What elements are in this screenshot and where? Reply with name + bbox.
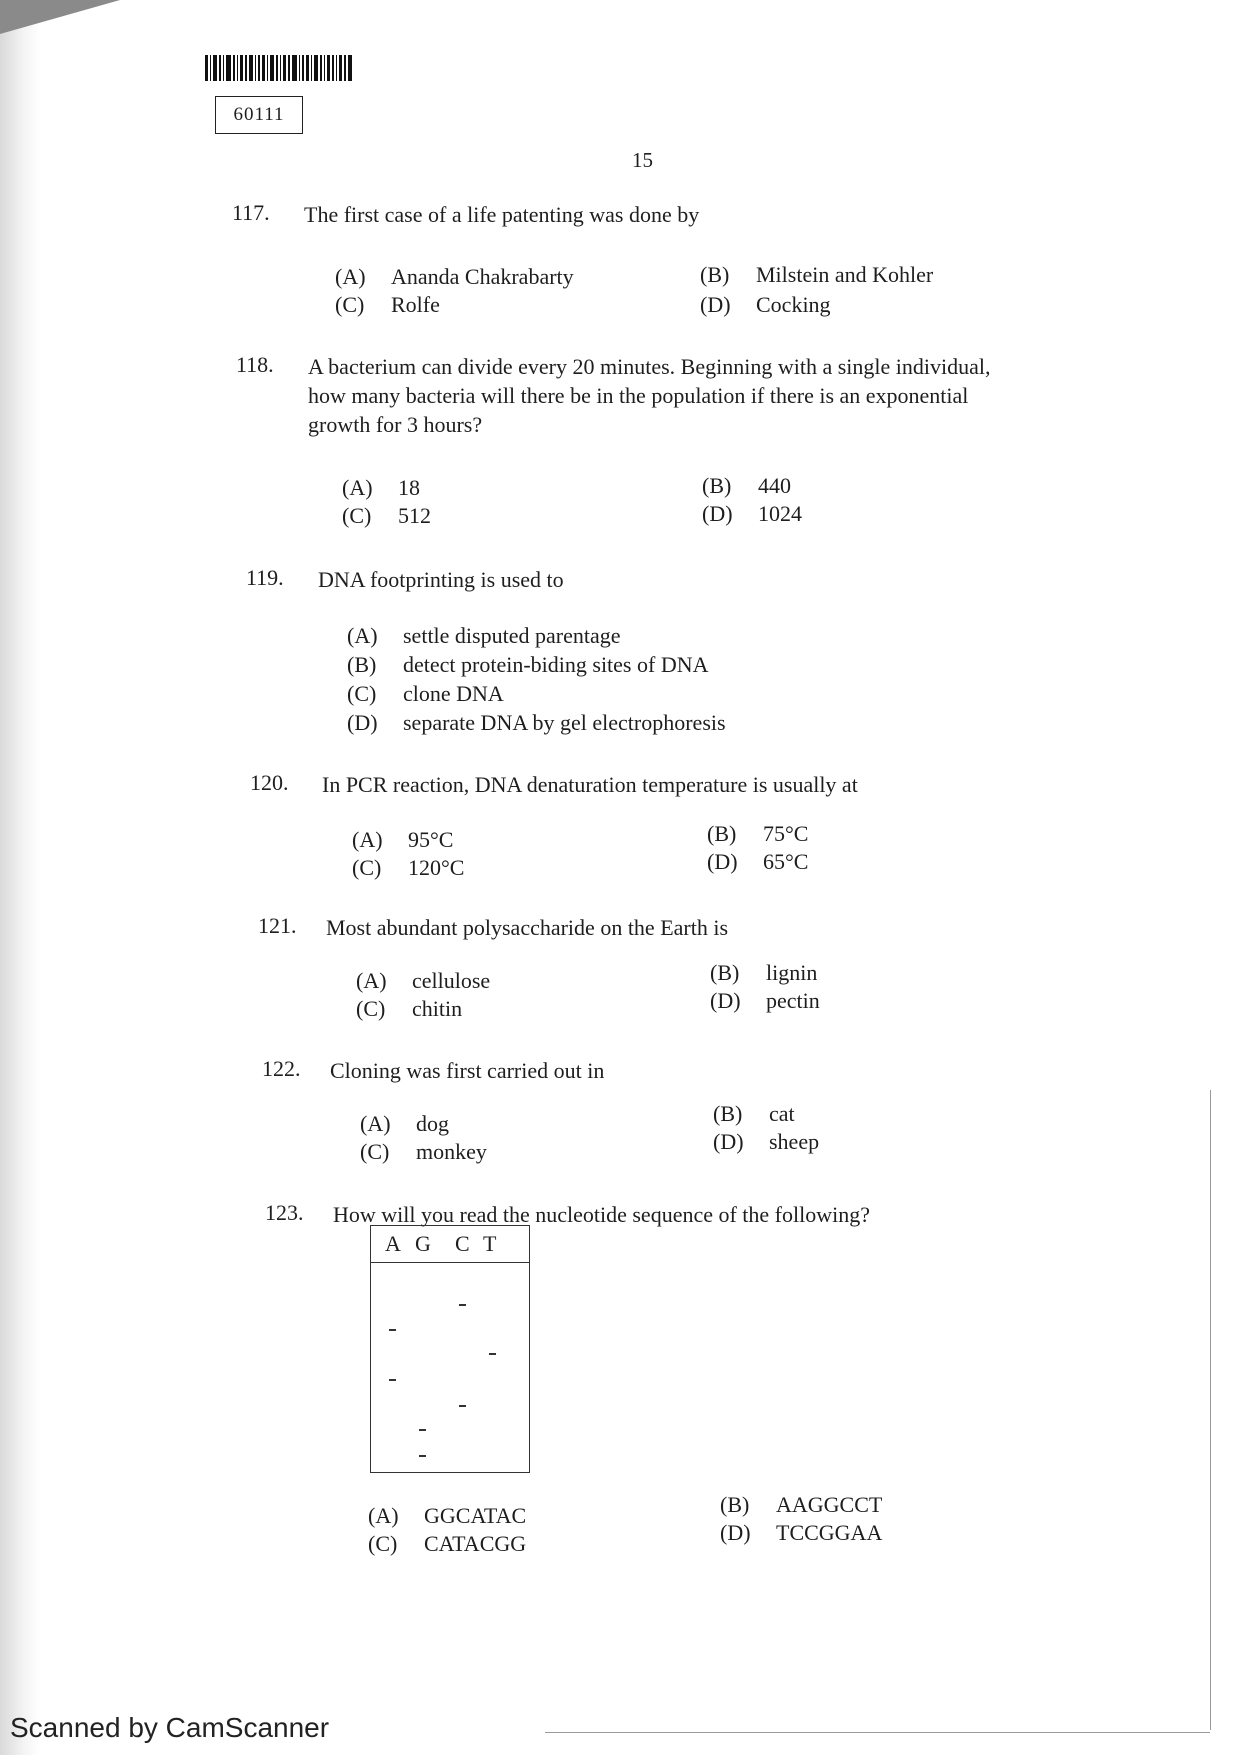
option-b: (B) AAGGCCT	[720, 1492, 883, 1517]
option-b: (B) 440	[702, 473, 791, 498]
lane-label-t: T	[483, 1231, 497, 1256]
question-text: In PCR reaction, DNA denaturation temperature is usually at	[322, 772, 858, 797]
gel-band	[459, 1304, 466, 1306]
paper-code-box: 60111	[215, 96, 303, 134]
option-d: (D) 65°C	[707, 849, 809, 874]
option-d: (D) sheep	[713, 1129, 820, 1154]
question-number: 123.	[265, 1200, 304, 1225]
folded-corner	[0, 0, 120, 34]
option-a: (A) settle disputed parentage	[347, 623, 621, 648]
gel-band	[389, 1379, 396, 1381]
option-c: (C) 512	[342, 503, 431, 528]
option-d: (D) 1024	[702, 501, 802, 526]
question-text: The first case of a life patenting was done by	[304, 202, 700, 227]
option-a: (A) cellulose	[356, 968, 491, 993]
option-a: (A) Ananda Chakrabarty	[335, 264, 574, 289]
question-text-line: A bacterium can divide every 20 minutes. Beginning with a single individual,	[308, 354, 991, 379]
question-number: 122.	[262, 1056, 301, 1081]
scanner-watermark: Scanned by CamScanner	[10, 1712, 330, 1743]
option-c: (C) CATACGG	[368, 1531, 527, 1556]
page-number: 15	[632, 148, 653, 172]
scan-edge-bottom	[545, 1732, 1210, 1733]
sequencing-gel	[370, 1225, 530, 1473]
lane-label-a: A	[385, 1231, 401, 1256]
option-c: (C) 120°C	[352, 855, 465, 880]
option-b: (B) detect protein-biding sites of DNA	[347, 652, 709, 677]
option-c: (C) monkey	[360, 1139, 487, 1164]
option-d: (D) Cocking	[700, 292, 831, 317]
option-c: (C) chitin	[356, 996, 463, 1021]
option-b: (B) lignin	[710, 960, 818, 985]
question-number: 117.	[232, 200, 270, 225]
gel-band	[419, 1455, 426, 1457]
barcode	[205, 55, 363, 81]
lane-label-g: G	[415, 1231, 431, 1256]
option-d: (D) pectin	[710, 988, 820, 1013]
option-c: (C) clone DNA	[347, 681, 504, 706]
gel-band	[489, 1353, 496, 1355]
scan-edge-right	[1210, 1090, 1211, 1730]
gel-lane-header	[371, 1226, 529, 1263]
option-b: (B) Milstein and Kohler	[700, 262, 934, 287]
gel-band	[419, 1429, 426, 1431]
option-d: (D) separate DNA by gel electrophoresis	[347, 710, 726, 735]
option-a: (A) 18	[342, 475, 420, 500]
question-text: Most abundant polysaccharide on the Earth is	[326, 915, 729, 940]
page-edge-shadow	[0, 0, 40, 1755]
option-b: (B) 75°C	[707, 821, 809, 846]
question-text-line: how many bacteria will there be in the population if there is an exponential	[308, 383, 969, 408]
lane-label-c: C	[455, 1231, 470, 1256]
question-number: 118.	[236, 352, 274, 377]
gel-band	[459, 1405, 466, 1407]
question-text: DNA footprinting is used to	[318, 567, 564, 592]
question-number: 121.	[258, 913, 297, 938]
option-c: (C) Rolfe	[335, 292, 440, 317]
option-a: (A) 95°C	[352, 827, 454, 852]
option-b: (B) cat	[713, 1101, 795, 1126]
question-number: 119.	[246, 565, 284, 590]
question-text: How will you read the nucleotide sequence of the following?	[333, 1202, 871, 1227]
question-text: Cloning was first carried out in	[330, 1058, 605, 1083]
gel-band	[389, 1329, 396, 1331]
question-text-line: growth for 3 hours?	[308, 412, 483, 437]
option-d: (D) TCCGGAA	[720, 1520, 883, 1545]
question-number: 120.	[250, 770, 289, 795]
option-a: (A) GGCATAC	[368, 1503, 527, 1528]
option-a: (A) dog	[360, 1111, 449, 1136]
